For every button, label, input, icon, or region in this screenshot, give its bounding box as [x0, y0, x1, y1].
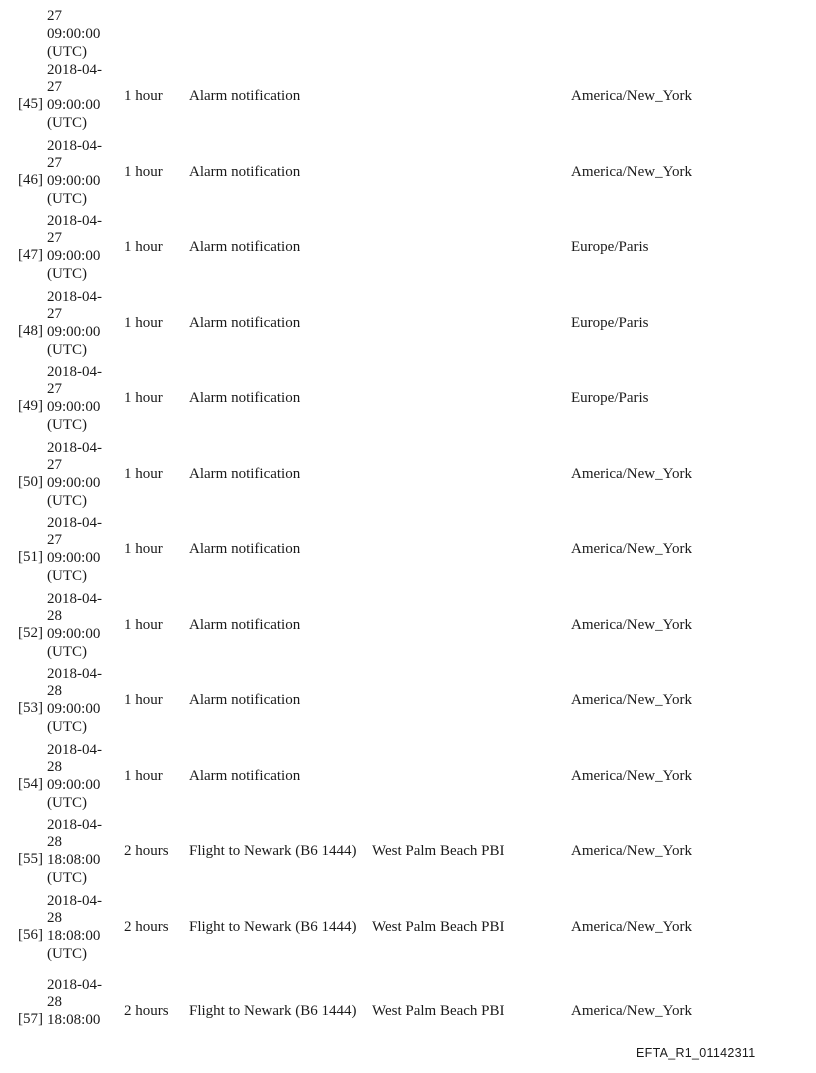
- duration: 1 hour: [124, 616, 163, 633]
- row-index: [53]: [18, 700, 43, 716]
- date-prefix: 2018-04-: [47, 666, 102, 682]
- timezone: Europe/Paris: [571, 390, 649, 406]
- tz-label: (UTC): [47, 417, 87, 433]
- description: Alarm notification: [189, 88, 301, 104]
- time: 18:08:00: [47, 852, 101, 868]
- date-day: 28: [47, 834, 62, 850]
- timezone: America/New_York: [571, 541, 692, 557]
- description: Flight to Newark (B6 1444): [189, 918, 357, 935]
- duration: 1 hour: [124, 163, 163, 180]
- row-index: [47]: [18, 247, 43, 263]
- description: Alarm notification: [189, 390, 301, 406]
- date-prefix: 2018-04-: [47, 977, 102, 993]
- date-day: 28: [47, 758, 62, 775]
- description: Alarm notification: [189, 692, 301, 708]
- date-prefix: 2018-04-: [47, 439, 102, 456]
- row-index: [55]: [18, 851, 43, 867]
- tz-label: (UTC): [47, 266, 87, 282]
- date-prefix: 2018-04-: [47, 892, 102, 909]
- time: 09:00:00: [47, 172, 101, 189]
- location: West Palm Beach PBI: [372, 1003, 505, 1019]
- duration: 2 hours: [124, 1003, 169, 1019]
- tz-label: (UTC): [47, 945, 87, 962]
- time: 09:00:00: [47, 701, 101, 717]
- location: West Palm Beach PBI: [372, 843, 505, 859]
- duration: 1 hour: [124, 541, 163, 557]
- description: Flight to Newark (B6 1444): [189, 1003, 357, 1019]
- duration: 1 hour: [124, 239, 163, 255]
- description: Alarm notification: [189, 465, 301, 482]
- timezone: America/New_York: [571, 616, 692, 633]
- duration: 1 hour: [124, 465, 163, 482]
- duration: 1 hour: [124, 88, 163, 104]
- time: 09:00:00: [47, 550, 101, 566]
- date-prefix: 2018-04-: [47, 364, 102, 380]
- date-prefix: 2018-04-: [47, 817, 102, 833]
- date-day: 27: [47, 154, 62, 171]
- document-id-footer: EFTA_R1_01142311: [636, 1046, 756, 1060]
- date-prefix: 2018-04-: [47, 515, 102, 531]
- timezone: America/New_York: [571, 692, 692, 708]
- tz-label: (UTC): [47, 492, 87, 509]
- row-index: [57]: [18, 1011, 43, 1027]
- description: Alarm notification: [189, 541, 301, 557]
- tz-label: (UTC): [47, 719, 87, 735]
- fragment-tz: (UTC): [47, 44, 87, 60]
- row-index: [54]: [18, 775, 43, 792]
- fragment-time: 09:00:00: [47, 26, 101, 42]
- time: 09:00:00: [47, 248, 101, 264]
- time: 09:00:00: [47, 474, 101, 491]
- row-index: [52]: [18, 624, 43, 641]
- timezone: America/New_York: [571, 163, 692, 180]
- tz-label: (UTC): [47, 190, 87, 207]
- row-index: [51]: [18, 549, 43, 565]
- time: 09:00:00: [47, 399, 101, 415]
- date-day: 28: [47, 994, 62, 1010]
- time: 09:00:00: [47, 776, 101, 793]
- time: 09:00:00: [47, 97, 101, 113]
- tz-label: (UTC): [47, 568, 87, 584]
- description: Alarm notification: [189, 616, 301, 633]
- row-index: [49]: [18, 398, 43, 414]
- date-day: 28: [47, 909, 62, 926]
- duration: 2 hours: [124, 918, 169, 935]
- date-prefix: 2018-04-: [47, 213, 102, 229]
- row-index: [45]: [18, 96, 43, 112]
- row-index: [56]: [18, 926, 43, 943]
- date-day: 27: [47, 230, 62, 246]
- date-day: 28: [47, 607, 62, 624]
- row-index: [50]: [18, 473, 43, 490]
- duration: 1 hour: [124, 314, 163, 331]
- time: 18:08:00: [47, 927, 101, 944]
- tz-label: (UTC): [47, 643, 87, 660]
- date-day: 28: [47, 683, 62, 699]
- duration: 1 hour: [124, 692, 163, 708]
- fragment-day: 27: [47, 8, 62, 24]
- description: Flight to Newark (B6 1444): [189, 843, 357, 859]
- date-day: 27: [47, 305, 62, 322]
- date-day: 27: [47, 456, 62, 473]
- date-prefix: 2018-04-: [47, 590, 102, 607]
- row-index: [46]: [18, 171, 43, 188]
- description: Alarm notification: [189, 767, 301, 784]
- date-prefix: 2018-04-: [47, 741, 102, 758]
- location: West Palm Beach PBI: [372, 918, 505, 935]
- timezone: America/New_York: [571, 767, 692, 784]
- date-day: 27: [47, 79, 62, 95]
- tz-label: (UTC): [47, 794, 87, 811]
- timezone: America/New_York: [571, 843, 692, 859]
- timezone: Europe/Paris: [571, 239, 649, 255]
- date-prefix: 2018-04-: [47, 137, 102, 154]
- tz-label: (UTC): [47, 115, 87, 131]
- duration: 2 hours: [124, 843, 169, 859]
- timezone: America/New_York: [571, 1003, 692, 1019]
- timezone: Europe/Paris: [571, 314, 649, 331]
- duration: 1 hour: [124, 767, 163, 784]
- tz-label: (UTC): [47, 870, 87, 886]
- date-prefix: 2018-04-: [47, 62, 102, 78]
- date-day: 27: [47, 532, 62, 548]
- time: 09:00:00: [47, 625, 101, 642]
- description: Alarm notification: [189, 239, 301, 255]
- timezone: America/New_York: [571, 918, 692, 935]
- description: Alarm notification: [189, 163, 301, 180]
- time: 09:00:00: [47, 323, 101, 340]
- time: 18:08:00: [47, 1012, 101, 1028]
- duration: 1 hour: [124, 390, 163, 406]
- date-day: 27: [47, 381, 62, 397]
- date-prefix: 2018-04-: [47, 288, 102, 305]
- tz-label: (UTC): [47, 341, 87, 358]
- description: Alarm notification: [189, 314, 301, 331]
- timezone: America/New_York: [571, 88, 692, 104]
- timezone: America/New_York: [571, 465, 692, 482]
- row-index: [48]: [18, 322, 43, 339]
